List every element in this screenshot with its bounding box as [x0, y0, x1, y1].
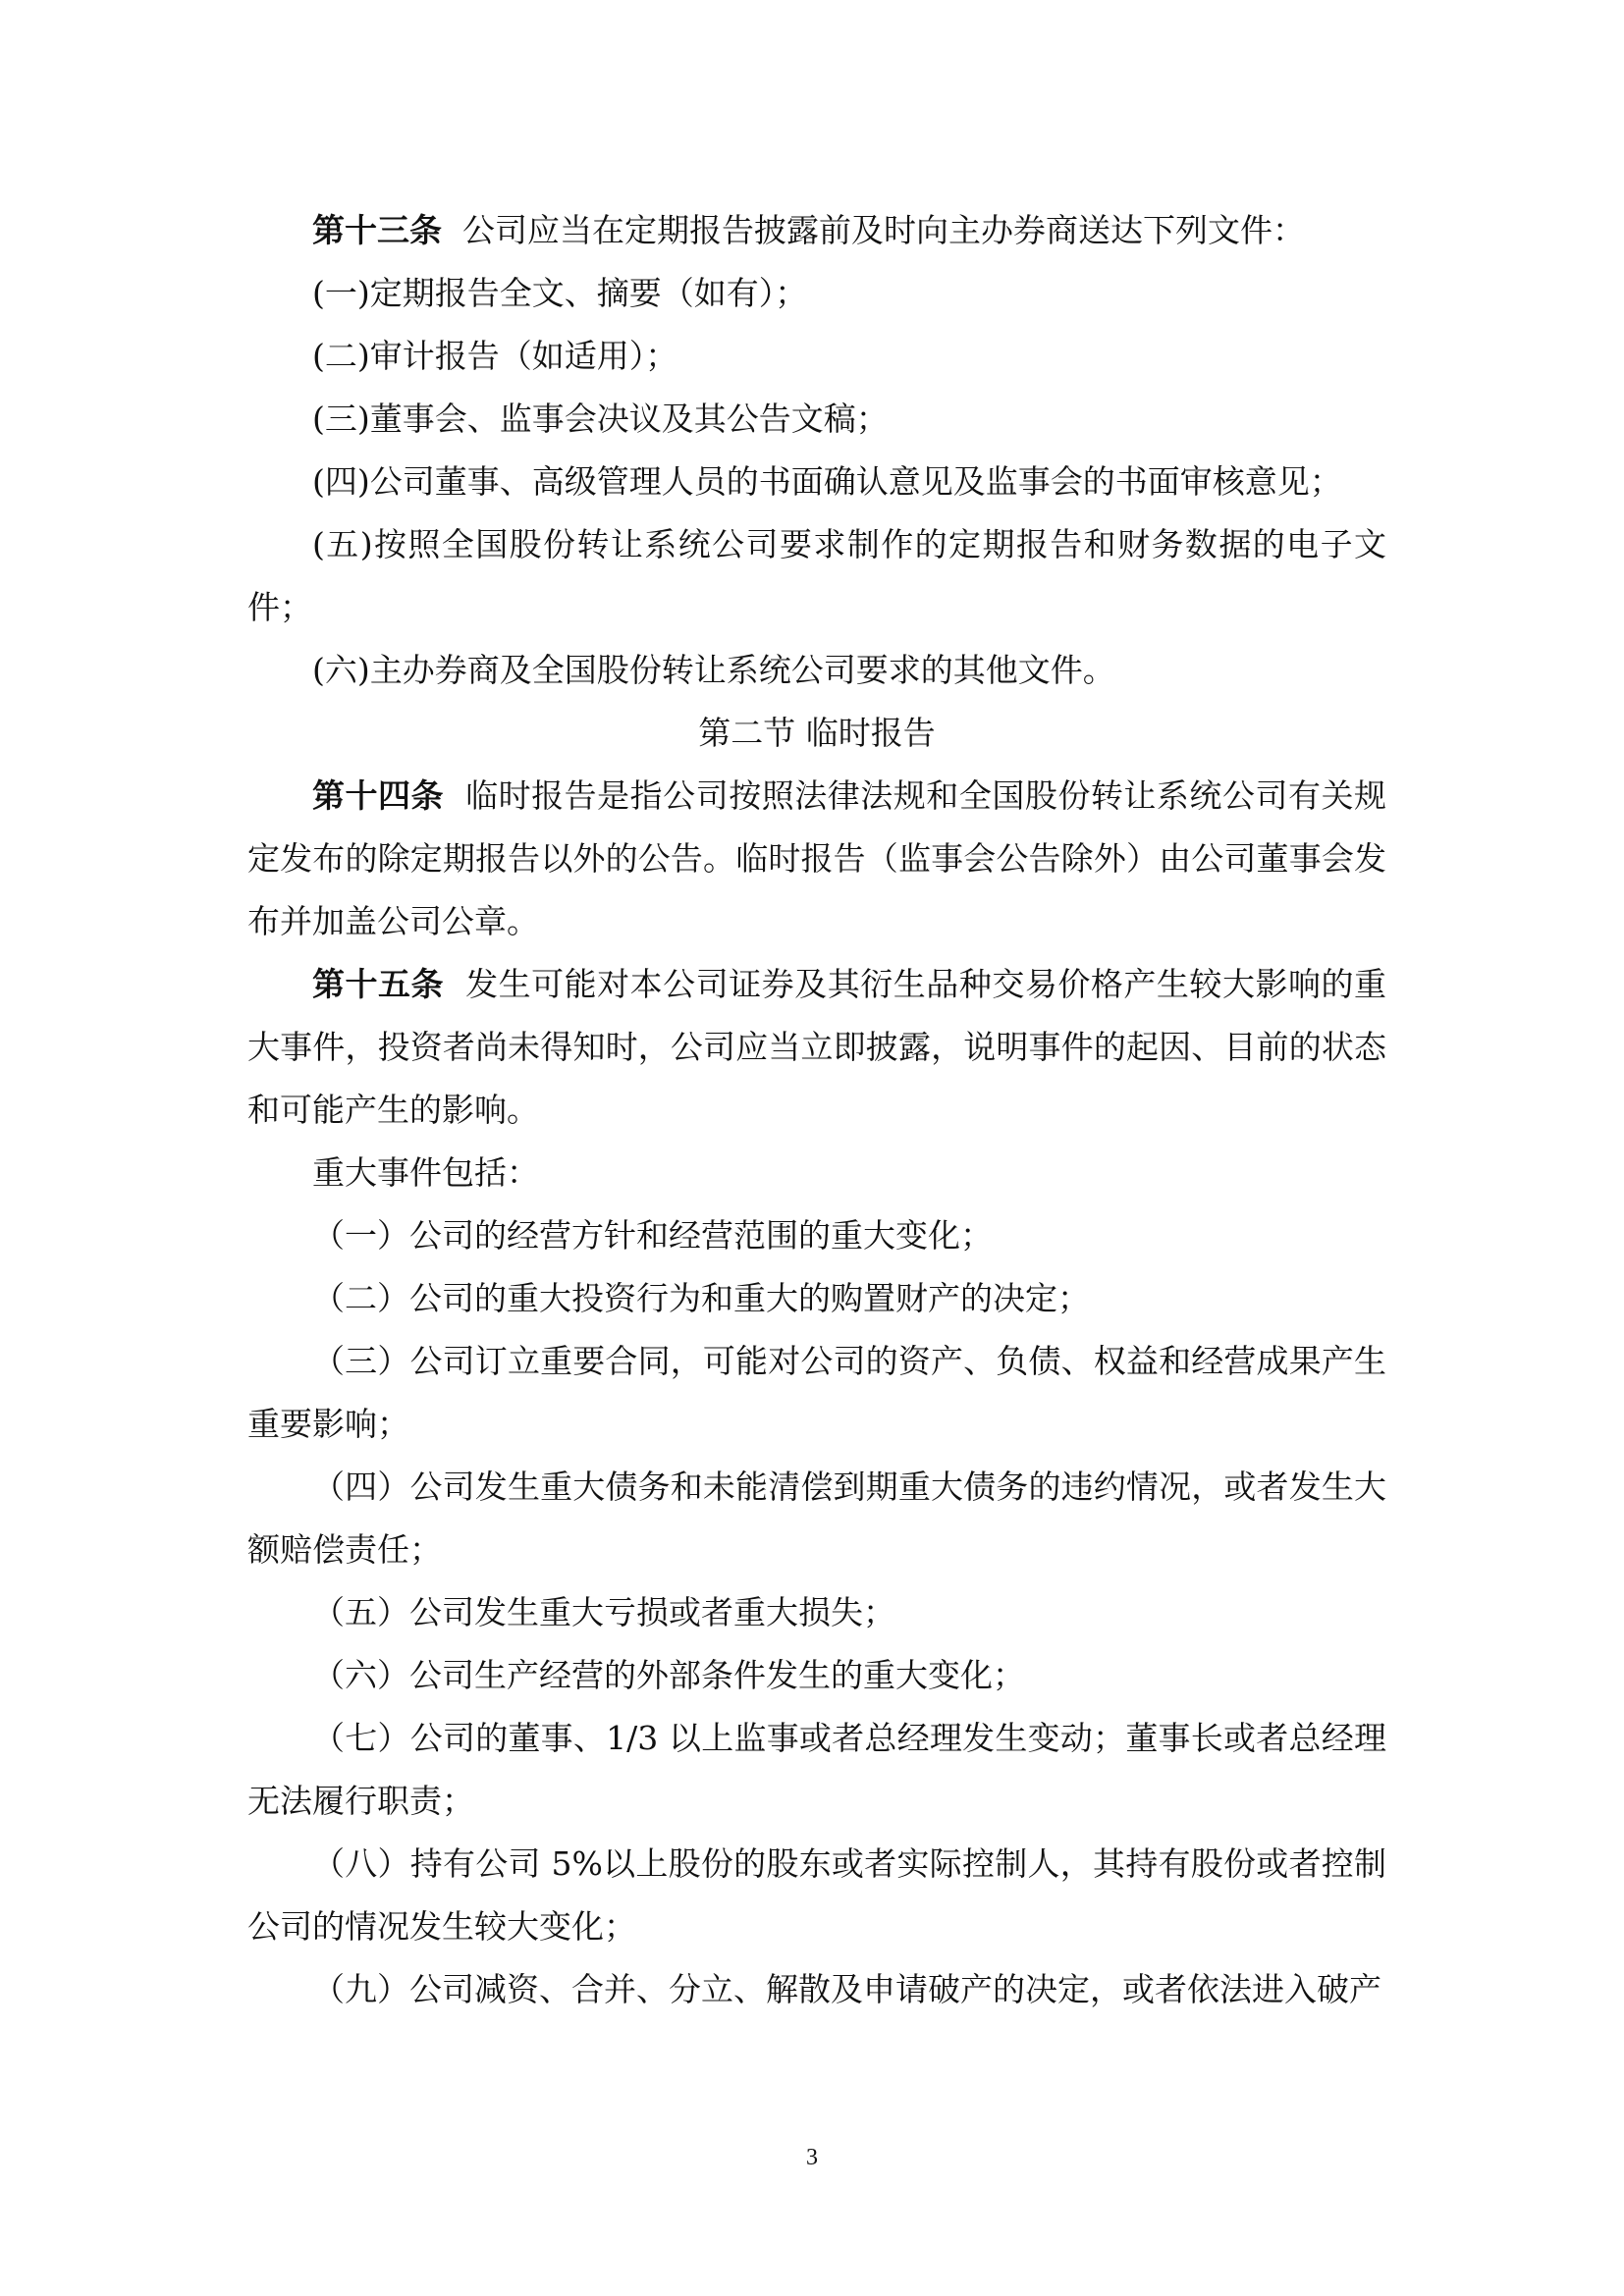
event-item-2: （二）公司的重大投资行为和重大的购置财产的决定； [312, 1279, 1090, 1317]
article-15-paragraph [247, 953, 1386, 1142]
article-13-item-5: (五)按照全国股份转让系统公司要求制作的定期报告和财务数据的电子文件； [247, 525, 1386, 626]
article-13-paragraph [247, 199, 1386, 262]
article-13-item-4: (四)公司董事、高级管理人员的书面确认意见及监事会的书面审核意见； [312, 462, 1342, 501]
article-13-item-6: (六)主办券商及全国股份转让系统公司要求的其他文件。 [312, 651, 1115, 689]
event-item-1: （一）公司的经营方针和经营范围的重大变化； [312, 1216, 993, 1255]
article-14-label: 第十四条 [312, 776, 445, 815]
page-content [247, 199, 1386, 2021]
article-14-text: 临时报告是指公司按照法律法规和全国股份转让系统公司有关规定发布的除定期报告以外的公告。临时报告（监事会公告除外）由公司董事会发布并加盖公司公章。 [247, 776, 1386, 940]
article-13-label: 第十三条 [312, 211, 442, 249]
article-13-item-3: (三)董事会、监事会决议及其公告文稿； [312, 400, 889, 438]
article-15-text: 发生可能对本公司证券及其衍生品种交易价格产生较大影响的重大事件，投资者尚未得知时，公司应当立即披露，说明事件的起因、目前的状态和可能产生的影响。 [247, 965, 1386, 1129]
article-14-paragraph [247, 765, 1386, 953]
page-number: 3 [806, 2145, 818, 2170]
event-item-4: （四）公司发生重大债务和未能清偿到期重大债务的违约情况，或者发生大额赔偿责任； [247, 1468, 1386, 1569]
events-intro: 重大事件包括： [312, 1153, 539, 1192]
article-13-item-1: (一)定期报告全文、摘要（如有）； [312, 274, 808, 312]
event-item-6: （六）公司生产经营的外部条件发生的重大变化； [312, 1656, 1025, 1694]
article-15-label: 第十五条 [312, 965, 445, 1003]
event-item-3: （三）公司订立重要合同，可能对公司的资产、负债、权益和经营成果产生重要影响； [247, 1342, 1386, 1443]
article-13-item-2: (二)审计报告（如适用）； [312, 337, 678, 375]
section-title: 第二节 临时报告 [698, 714, 936, 752]
event-item-5: （五）公司发生重大亏损或者重大损失； [312, 1593, 895, 1631]
event-item-7: （七）公司的董事、1/3 以上监事或者总经理发生变动；董事长或者总经理无法履行职责； [247, 1719, 1386, 1820]
article-13-text: 公司应当在定期报告披露前及时向主办券商送达下列文件： [461, 211, 1305, 249]
event-item-9: （九）公司减资、合并、分立、解散及申请破产的决定，或者依法进入破产 [312, 1970, 1381, 2008]
event-item-8: （八）持有公司 5%以上股份的股东或者实际控制人，其持有股份或者控制公司的情况发生较大变化； [247, 1844, 1386, 1946]
